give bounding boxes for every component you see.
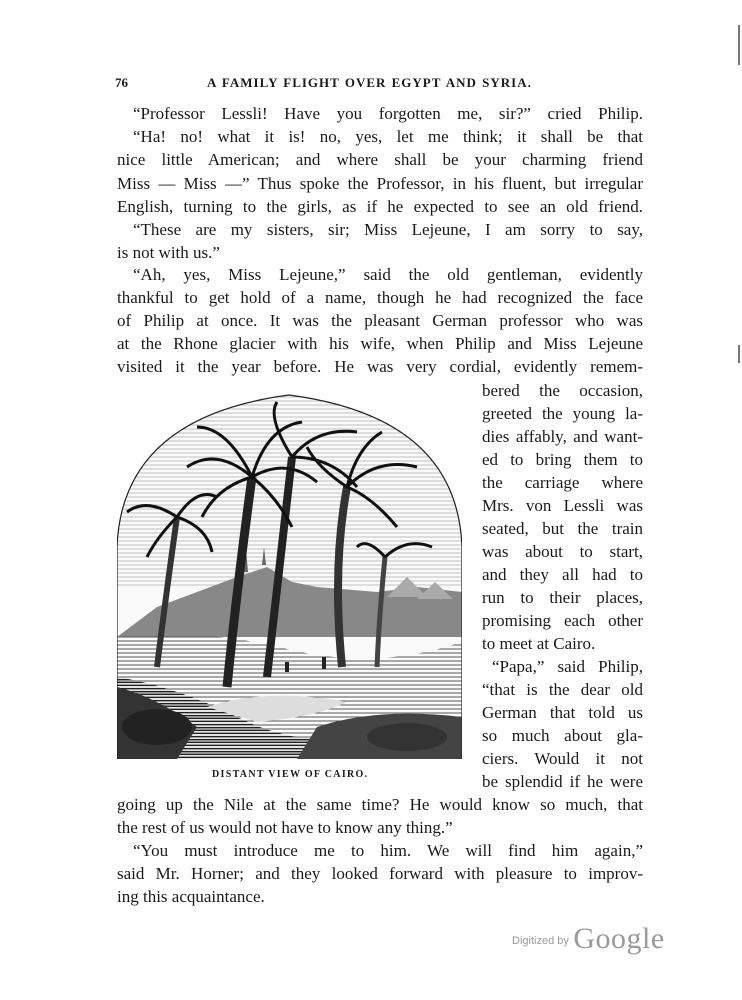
column-line: “Papa,” said Philip, <box>492 657 643 676</box>
column-line: so much about gla- <box>482 726 643 745</box>
watermark-brand: Google <box>573 922 665 955</box>
text-line: “You must introduce me to him. We will find him again,” <box>133 841 643 860</box>
text-line: going up the Nile at the same time? He would know so much, that <box>117 795 643 814</box>
column-line: German that told us <box>482 703 643 722</box>
column-line: was about to start, <box>482 542 643 561</box>
column-line: bered the occasion, <box>482 381 643 400</box>
engraving-illustration <box>117 387 462 759</box>
page-number: 76 <box>115 75 128 90</box>
text-line: English, turning to the girls, as if he expected to see an old friend. <box>117 197 643 216</box>
text-line: “These are my sisters, sir; Miss Lejeune, I am sorry to say, <box>133 220 643 239</box>
scan-edge-mark <box>738 25 740 65</box>
column-line: promising each other <box>482 611 643 630</box>
watermark-prefix: Digitized by <box>512 935 569 947</box>
column-line: be splendid if he were <box>482 772 643 791</box>
text-line: “Ah, yes, Miss Lejeune,” said the old gentleman, evidently <box>133 265 643 284</box>
palm-landscape-engraving <box>117 387 462 759</box>
text-line: visited it the year before. He was very cordial, evidently remem- <box>117 357 643 376</box>
text-line: at the Rhone glacier with his wife, when Philip and Miss Lejeune <box>117 334 643 353</box>
column-line: seated, but the train <box>482 519 643 538</box>
text-line: ing this acquaintance. <box>117 887 265 906</box>
column-line: “that is the dear old <box>482 680 643 699</box>
column-line: the carriage where <box>482 473 643 492</box>
page-header <box>115 75 645 95</box>
scan-edge-mark <box>738 345 740 363</box>
column-line: greeted the young la- <box>482 404 643 423</box>
figure-caption: DISTANT VIEW OF CAIRO. <box>212 769 369 780</box>
text-line: the rest of us would not have to know any thing.” <box>117 818 453 837</box>
column-line: to meet at Cairo. <box>482 634 596 653</box>
column-line: Mrs. von Lessli was <box>482 496 643 515</box>
text-line: is not with us.” <box>117 243 220 262</box>
digitized-watermark <box>512 922 665 956</box>
column-line: dies affably, and want- <box>482 427 643 446</box>
running-title: A FAMILY FLIGHT OVER EGYPT AND SYRIA. <box>207 75 532 90</box>
column-line: and they all had to <box>482 565 643 584</box>
text-line: thankful to get hold of a name, though he had recognized the face <box>117 288 643 307</box>
column-line: run to their places, <box>482 588 643 607</box>
text-line: “Professor Lessli! Have you forgotten me, sir?” cried Philip. <box>133 104 643 123</box>
column-line: ciers. Would it not <box>482 749 643 768</box>
text-line: nice little American; and where shall be your charming friend <box>117 150 643 169</box>
text-line: of Philip at once. It was the pleasant German professor who was <box>117 311 643 330</box>
column-line: ed to bring them to <box>482 450 643 469</box>
text-line: Miss — Miss —” Thus spoke the Professor, in his fluent, but irregular <box>117 174 643 193</box>
text-line: “Ha! no! what it is! no, yes, let me think; it shall be that <box>133 127 643 146</box>
text-line: said Mr. Horner; and they looked forward with pleasure to improv- <box>117 864 643 883</box>
